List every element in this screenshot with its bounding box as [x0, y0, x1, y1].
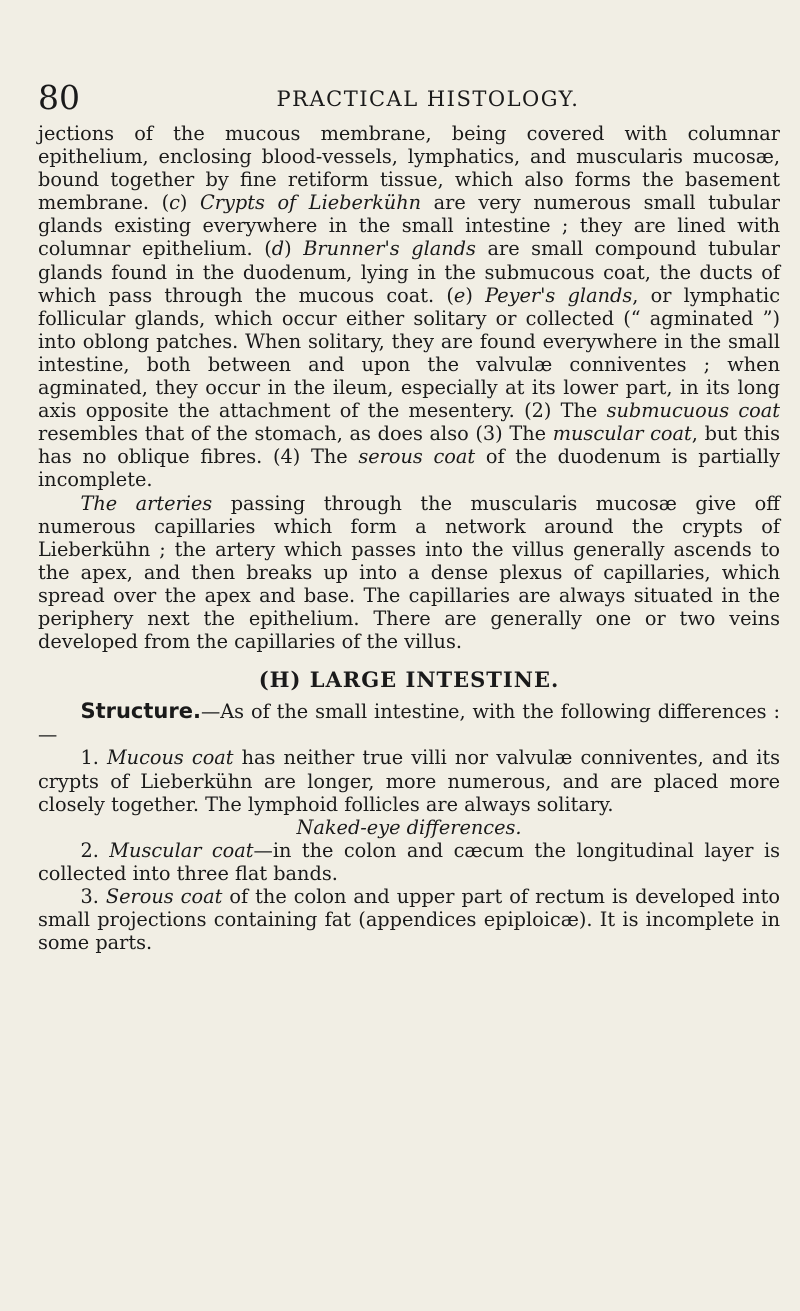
term-arteries: The arteries: [80, 491, 213, 515]
running-head: PRACTICAL HISTOLOGY.: [276, 87, 580, 111]
term-brunner: Brunner's glands: [303, 237, 476, 261]
list-item-3: 3. Serous coat of the colon and upper part of rectum is developed into small projections containing fat (appendices epiploicæ). It is incomplete in some parts.: [38, 885, 780, 955]
paragraph-arteries: The arteries passing through the muscularis mucosæ give off numerous capillaries which form a network around the crypts of Lieberkühn ; the artery which passes into the villus generally ascends to the apex, and then breaks up into a dense plexus of capillaries, which spread over the apex and base. The capillaries are always situated in the periphery next the epithelium. There are generally one or two veins developed from the capillaries of the villus.: [38, 491, 780, 654]
list-item-2: 2. Muscular coat—in the colon and cæcum the longitudinal layer is collected into three flat bands.: [38, 838, 781, 885]
term-serous: serous coat: [358, 445, 476, 469]
term-muscular-coat: Muscular coat: [109, 838, 254, 862]
list-item-1: 1. Mucous coat has neither true villi nor valvulæ conniventes, and its crypts of Lieberkühn are longer, more numerous, and are placed more closely together. The lymphoid follicles are always solitary.: [38, 746, 781, 816]
page-header: [38, 78, 778, 118]
page-body: [38, 122, 780, 954]
page-number: 80: [38, 78, 80, 117]
term-crypts: Crypts of Lieberkühn: [200, 191, 422, 215]
section-heading: (H) LARGE INTESTINE.: [258, 667, 560, 693]
term-submucous: submucuous coat: [606, 399, 780, 423]
paragraph-small-intestine-glands: jections of the mucous membrane, being covered with columnar epithelium, enclosing blood-vessels, lymphatics, and muscularis mucosæ, bound together by fine retiform tissue, which also forms the basement membrane. (c) Crypts of Lieberkühn are very numerous small tubular glands existing everywhere in the small intestine ; they are lined with columnar epithelium. (d) Brunner's glands are small compound tubular glands found in the duodenum, lying in the submucous coat, the ducts of which pass through the mucous coat. (e) Peyer's glands, or lymphatic follicular glands, which occur either solitary or collected (“ agminated ”) into oblong patches. When solitary, they are found everywhere in the small intestine, both between and upon the valvulæ conniventes ; when agminated, they occur in the ileum, especially at its lower part, in its long axis opposite the attachment of the mesentery. (2) The submucuous coat resembles that of the stomach, as does also (3) The muscular coat, but this has no oblique fibres. (4) The serous coat of the duodenum is partially incomplete.: [38, 122, 780, 492]
term-muscular: muscular coat: [552, 422, 692, 446]
term-serous-coat: Serous coat: [105, 885, 223, 908]
subheading-naked-eye: Naked-eye differences.: [296, 815, 522, 839]
paragraph-structure: Structure.—As of the small intestine, with the following differences :—: [38, 699, 780, 747]
term-peyer: Peyer's glands: [485, 283, 633, 307]
term-mucous-coat: Mucous coat: [106, 746, 234, 770]
structure-title: Structure.: [80, 699, 201, 724]
